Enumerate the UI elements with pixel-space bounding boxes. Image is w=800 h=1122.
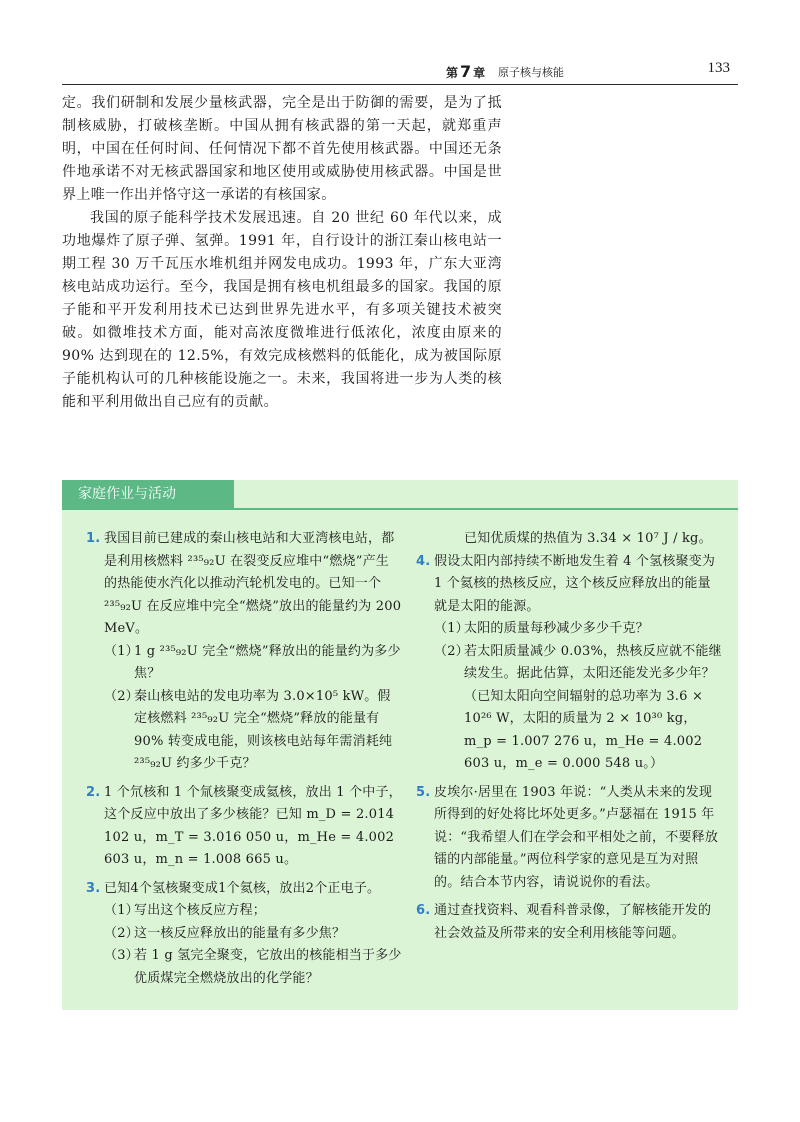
subquestion-1-2 <box>86 686 402 776</box>
question-text: 皮埃尔·居里在 1903 年说：“人类从未来的发现所得到的好处将比坏处更多。”卢瑟福在 1915 年说：“我希望人们在学会和平相处之前，不要释放镭的内部能量。”两位科学家的意见是互为对照的。结合本节内容，请说说你的看法。 <box>434 784 719 890</box>
chapter-suffix: 章 <box>473 66 486 80</box>
question-3 <box>86 878 402 901</box>
subquestion-number: （2） <box>104 688 139 704</box>
subquestion-3-3 <box>86 945 402 990</box>
question-4 <box>416 551 722 619</box>
question-number: 1. <box>86 531 101 546</box>
paragraph-1: 定。我们研制和发展少量核武器，完全是出于防御的需要，是为了抵制核威胁，打破核垄断。中国从拥有核武器的第一天起，就郑重声明，中国在任何时间、任何情况下都不首先使用核武器。中国还无条件地承诺不对无核武器国家和地区使用或威胁使用核武器。中国是世界上唯一作出并恪守这一承诺的有核国家。 <box>62 95 502 203</box>
question-number: 5. <box>416 784 431 800</box>
subquestion-text: 已知优质煤的热值为 3.34 × 10⁷ J / kg。 <box>464 531 712 546</box>
subquestion-number: （3） <box>104 948 139 963</box>
homework-left-column <box>86 528 402 990</box>
subquestion-3-1 <box>86 900 402 923</box>
subquestion-3-2 <box>86 923 402 946</box>
question-5 <box>416 782 722 895</box>
main-text <box>62 92 502 414</box>
chapter-label <box>446 62 485 81</box>
question-text: 1 个氘核和 1 个氚核聚变成氦核，放出 1 个中子，这个反应中放出了多少核能？已知 m_D = 2.014 102 u，m_T = 3.016 050 u，m_He = 4.002 603 u，m_n = 1.008 665 u。 <box>104 784 402 867</box>
subquestion-number: （1） <box>104 643 139 659</box>
page-header <box>62 58 738 85</box>
chapter-number: 7 <box>460 62 472 81</box>
question-6 <box>416 900 722 945</box>
subquestion-number: （2） <box>434 643 469 659</box>
question-number: 6. <box>416 903 431 918</box>
question-text: 我国目前已建成的秦山核电站和大亚湾核电站，都是利用核燃料 ²³⁵₉₂U 在裂变反应堆中“燃烧”产生的热能使水汽化以推动汽轮机发电的。已知一个 ²³⁵₉₂U 在反应堆中完全“燃烧”放出的能量约为 200 MeV。 <box>104 531 402 636</box>
subquestion-text: 太阳的质量每秒减少多少千克？ <box>464 621 649 636</box>
question-number: 2. <box>86 784 101 800</box>
subquestion-4-2 <box>416 641 722 776</box>
page-number: 133 <box>707 60 730 76</box>
question-text: 通过查找资料、观看科普录像，了解核能开发的社会效益及所带来的安全利用核能等问题。 <box>434 903 712 941</box>
subquestion-text: 若 1 g 氢完全聚变，它放出的核能相当于多少优质煤完全燃烧放出的化学能？ <box>134 948 402 986</box>
subquestion-1-1 <box>86 641 402 686</box>
question-2 <box>86 782 402 872</box>
homework-title-rule <box>62 508 738 510</box>
chapter-prefix: 第 <box>446 66 459 80</box>
subquestion-3-3-continued <box>416 528 722 551</box>
chapter-title: 原子核与核能 <box>498 66 564 79</box>
subquestion-number: （1） <box>104 903 139 918</box>
subquestion-text: 秦山核电站的发电功率为 3.0×10⁵ kW。假定核燃料 ²³⁵₉₂U 完全“燃烧”释放的能量有 90% 转变成电能，则该核电站每年需消耗纯 ²³⁵₉₂U 约多少千克？ <box>134 688 393 771</box>
subquestion-number: （1） <box>434 621 469 636</box>
subquestion-4-1 <box>416 618 722 641</box>
question-text: 假设太阳内部持续不断地发生着 4 个氢核聚变为 1 个氦核的热核反应，这个核反应释放出的能量就是太阳的能源。 <box>434 553 716 614</box>
question-1 <box>86 528 402 641</box>
question-number: 3. <box>86 880 101 896</box>
question-number: 4. <box>416 553 431 569</box>
subquestion-text: 这一核反应释放出的能量有多少焦？ <box>134 925 346 941</box>
subquestion-text: 写出这个核反应方程； <box>134 903 267 918</box>
homework-box <box>62 480 738 1010</box>
homework-title: 家庭作业与活动 <box>62 480 234 508</box>
subquestion-text: 1 g ²³⁵₉₂U 完全“燃烧”释放出的能量约为多少焦？ <box>134 643 401 681</box>
paragraph-2: 我国的原子能科学技术发展迅速。自 20 世纪 60 年代以来，成功地爆炸了原子弹、氢弹。1991 年，自行设计的浙江秦山核电站一期工程 30 万千瓦压水堆机组并网发电成功。1993 年，广东大亚湾核电站成功运行。至今，我国是拥有核电机组最多的国家。我国的原子能和平开发利用技术已达到世界先进水平，有多项关键技术被突破。如微堆技术方面，能对高浓度微堆进行低浓化，浓度由原来的 90% 达到现在的 12.5%，有效完成核燃料的低能化，成为被国际原子能机构认可的几种核能设施之一。未来，我国将进一步为人类的核能和平利用做出自己应有的贡献。 <box>62 210 502 410</box>
subquestion-text: 若太阳质量减少 0.03%，热核反应就不能继续发生。据此估算，太阳还能发光多少年？（已知太阳向空间辐射的总功率为 3.6 × 10²⁶ W，太阳的质量为 2 × 10³⁰ kg，m_p = 1.007 276 u，m_He = 4.002 603 u，m_e = 0.000 548 u。） <box>464 643 722 771</box>
homework-right-column <box>416 528 722 945</box>
subquestion-number: （2） <box>104 925 139 941</box>
question-text: 已知4个氢核聚变成1个氦核，放出2个正电子。 <box>104 880 381 896</box>
